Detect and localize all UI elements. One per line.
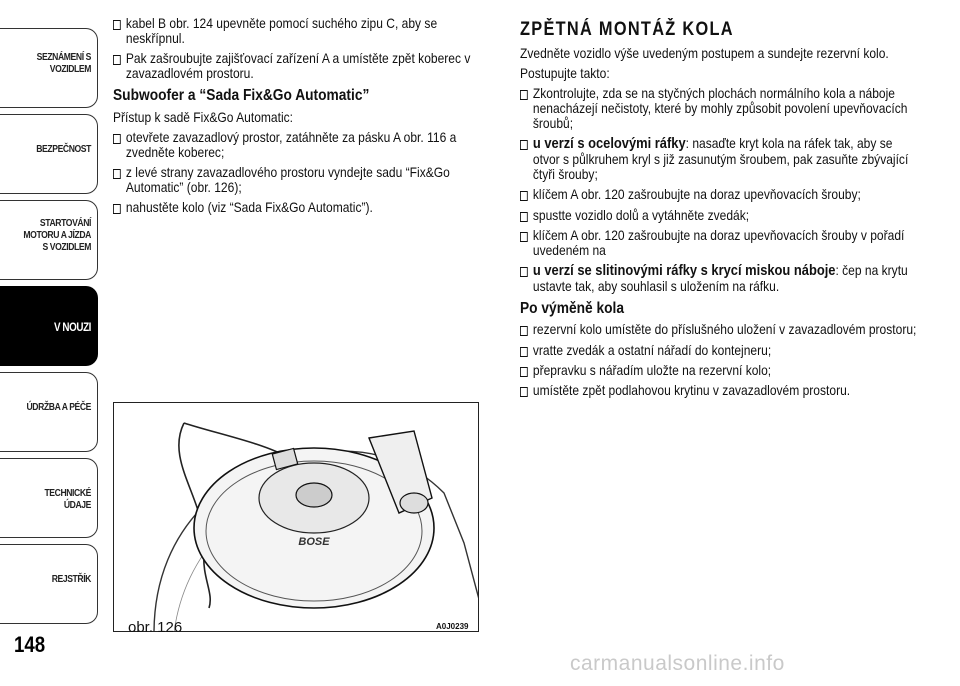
tab-startovani-motoru[interactable] [0, 200, 98, 280]
list-item: klíčem A obr. 120 zašroubujte na doraz upevňovacích šrouby v pořadí uvedeném na [520, 228, 919, 258]
list-item: otevřete zavazadlový prostor, zatáhněte za pásku A obr. 116 a zvedněte koberec; [113, 130, 494, 160]
figure-code: A0J0239 [436, 622, 469, 631]
tab-label: TECHNICKÉ ÚDAJE [44, 487, 91, 512]
paragraph: Přístup k sadě Fix&Go Automatic: [113, 108, 294, 125]
paragraph: Zvedněte vozidlo výše uvedeným postupem a sundejte rezervní kolo. [520, 44, 889, 61]
right-column [520, 16, 920, 403]
list-item: spustte vozidlo dolů a vytáhněte zvedák; [520, 208, 919, 223]
tab-v-nouzi[interactable] [0, 286, 98, 366]
watermark: carmanualsonline.info [570, 652, 785, 675]
bold-term: u verzí s ocelovými ráfky [532, 135, 686, 153]
tab-label: V NOUZI [53, 320, 91, 334]
tab-rejstrik[interactable] [0, 544, 98, 624]
tab-label: ÚDRŽBA A PÉČE [26, 401, 91, 413]
paragraph: Postupujte takto: [520, 64, 610, 81]
tab-technicke-udaje[interactable] [0, 458, 98, 538]
tab-label: SEZNÁMENÍ S VOZIDLEM [36, 51, 91, 76]
tab-udrzba-a-pece[interactable] [0, 372, 98, 452]
list-item: rezervní kolo umístěte do příslušného uložení v zavazadlovém prostoru; [520, 322, 919, 337]
chapter-tabs [0, 28, 100, 630]
list-item: z levé strany zavazadlového prostoru vyndejte sadu “Fix&Go Automatic” (obr. 126); [113, 165, 494, 195]
tab-label: REJSTŘÍK [51, 573, 91, 585]
list-item-text: : čep na krytu ustavte tak, aby souhlasil s uložením na ráfku. [532, 261, 908, 295]
figure-caption: obr. 126 [128, 619, 183, 636]
section-heading: ZPĚTNÁ MONTÁŽ KOLA [520, 19, 734, 40]
list-item: Pak zašroubujte zajišťovací zařízení A a umístěte zpět koberec v zavazadlovém prostoru. [113, 51, 494, 81]
left-column [113, 16, 495, 220]
list-item-text: : nasaďte kryt kola na ráfek tak, aby se otvor s půlkruhem kryl s již zasunutým šroubem, pak zasuňte zbývající čtyři šrouby; [532, 135, 909, 183]
sub-heading: Po výměně kola [520, 300, 625, 318]
list-item: kabel B obr. 124 upevněte pomocí suchého zipu C, aby se neskřípnul. [113, 16, 494, 46]
list-item: klíčem A obr. 120 zašroubujte na doraz upevňovacích šrouby; [520, 187, 919, 202]
section-heading: Subwoofer a “Sada Fix&Go Automatic” [113, 87, 370, 105]
list-item: umístěte zpět podlahovou krytinu v zavazadlovém prostoru. [520, 383, 919, 398]
list-item: nahustěte kolo (viz “Sada Fix&Go Automatic”). [113, 200, 494, 215]
list-item: vratte zvedák a ostatní nářadí do kontejneru; [520, 343, 919, 358]
page-number: 148 [14, 632, 46, 657]
bold-term: u verzí se slitinovými ráfky s krycí miskou náboje [532, 261, 836, 279]
tab-label: BEZPEČNOST [36, 143, 91, 155]
list-item [520, 263, 919, 294]
list-item: přepravku s nářadím uložte na rezervní kolo; [520, 363, 919, 378]
tab-label: STARTOVÁNÍ MOTORU A JÍZDA S VOZIDLEM [23, 217, 91, 254]
list-item [520, 136, 919, 182]
tab-seznameni-s-vozidlem[interactable] [0, 28, 98, 108]
list-item: Zkontrolujte, zda se na styčných plochách normálního kola a náboje nenacházejí nečistoty, které by mohly způsobit povolení upevňovacích šroubů; [520, 86, 919, 131]
subwoofer-illustration [114, 403, 479, 632]
figure-126-subwoofer [113, 402, 479, 632]
tab-bezpecnost[interactable] [0, 114, 98, 194]
emblem-text: BOSE [298, 536, 330, 548]
